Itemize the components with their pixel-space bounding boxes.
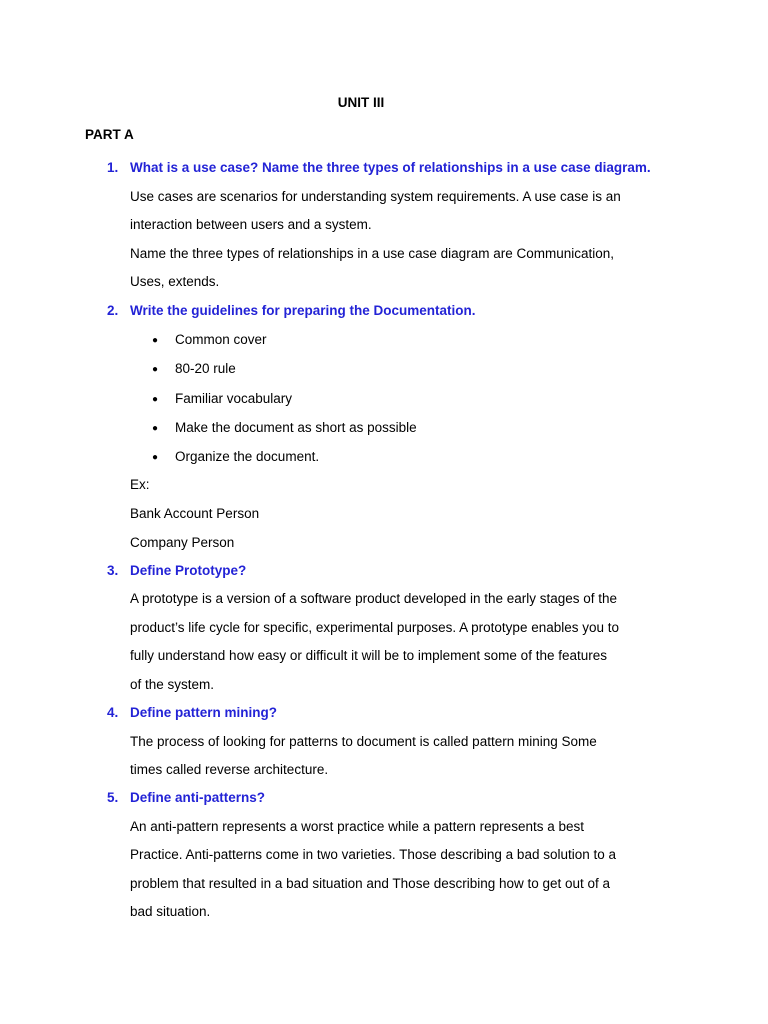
bullet-item	[152, 390, 292, 409]
question-text: Define pattern mining?	[130, 705, 278, 720]
question-text: Write the guidelines for preparing the Documentation.	[130, 303, 476, 318]
question-1	[107, 159, 651, 177]
bullet-dot-icon: ●	[152, 335, 159, 346]
question-5	[107, 789, 265, 807]
question-number: 4.	[107, 705, 119, 720]
answer-line: The process of looking for patterns to document is called pattern mining Some	[130, 734, 597, 749]
answer-line: bad situation.	[130, 904, 211, 919]
unit-title: UNIT III	[337, 95, 385, 110]
question-text: What is a use case? Name the three types of relationships in a use case diagram.	[130, 160, 651, 175]
question-number: 5.	[107, 790, 119, 805]
question-number: 2.	[107, 303, 119, 318]
part-title: PART A	[85, 127, 134, 142]
answer-line: An anti-pattern represents a worst practice while a pattern represents a best	[130, 819, 584, 834]
answer-line: Practice. Anti-patterns come in two varieties. Those describing a bad solution to a	[130, 847, 617, 862]
answer-line: product’s life cycle for specific, experimental purposes. A prototype enables you to	[130, 620, 620, 635]
bullet-item	[152, 448, 319, 467]
bullet-item	[152, 331, 267, 350]
question-number: 1.	[107, 160, 119, 175]
question-text: Define Prototype?	[130, 563, 247, 578]
bullet-text: Make the document as short as possible	[175, 420, 417, 435]
bullet-text: 80-20 rule	[175, 361, 236, 376]
answer-line: Uses, extends.	[130, 274, 220, 289]
example-line: Company Person	[130, 535, 235, 550]
answer-line: times called reverse architecture.	[130, 762, 329, 777]
example-line: Bank Account Person	[130, 506, 260, 521]
bullet-item	[152, 360, 236, 379]
answer-line: fully understand how easy or difficult it will be to implement some of the features	[130, 648, 607, 663]
bullet-dot-icon: ●	[152, 364, 159, 375]
bullet-dot-icon: ●	[152, 394, 159, 405]
bullet-text: Organize the document.	[175, 449, 320, 464]
question-text: Define anti-patterns?	[130, 790, 266, 805]
bullet-text: Familiar vocabulary	[175, 391, 293, 406]
question-4	[107, 704, 277, 722]
bullet-dot-icon: ●	[152, 423, 159, 434]
answer-line: of the system.	[130, 677, 215, 692]
answer-line: Use cases are scenarios for understanding system requirements. A use case is an	[130, 189, 621, 204]
bullet-text: Common cover	[175, 332, 267, 347]
question-number: 3.	[107, 563, 119, 578]
question-3	[107, 562, 246, 580]
answer-line: problem that resulted in a bad situation and Those describing how to get out of a	[130, 876, 611, 891]
answer-line: Name the three types of relationships in a use case diagram are Communication,	[130, 246, 614, 261]
example-label: Ex:	[130, 477, 150, 492]
bullet-dot-icon: ●	[152, 452, 159, 463]
answer-line: A prototype is a version of a software product developed in the early stages of the	[130, 591, 618, 606]
answer-line: interaction between users and a system.	[130, 217, 372, 232]
bullet-item	[152, 419, 417, 438]
question-2	[107, 302, 476, 320]
